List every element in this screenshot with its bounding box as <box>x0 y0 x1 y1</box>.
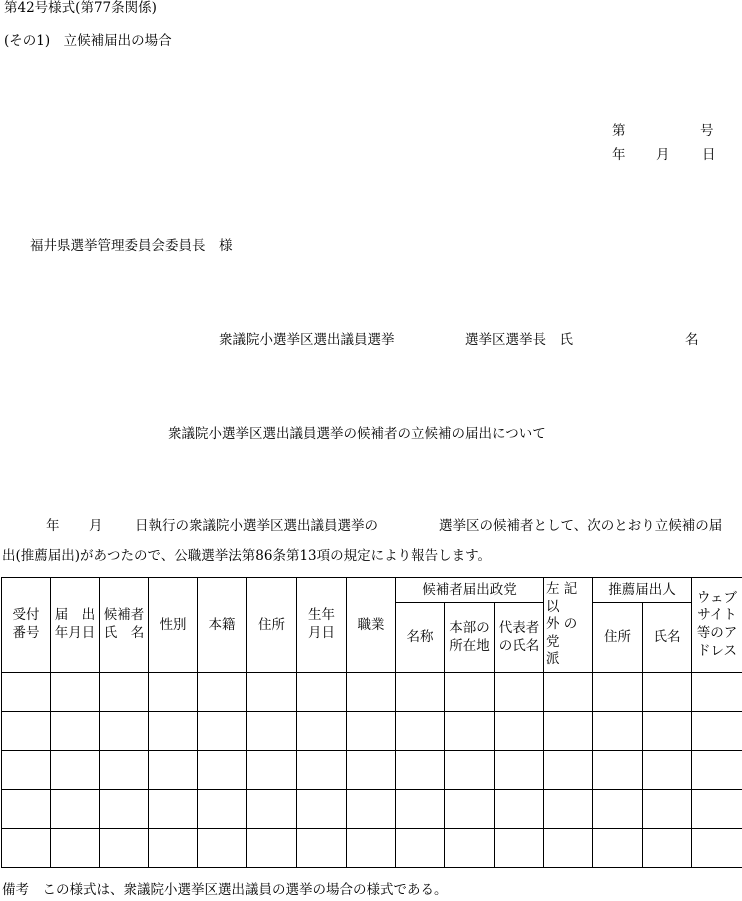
document-number-suffix: 号 <box>700 123 714 139</box>
table-cell[interactable] <box>445 712 495 751</box>
col-occupation: 職業 <box>347 578 396 673</box>
table-cell[interactable] <box>100 673 149 712</box>
table-cell[interactable] <box>445 673 495 712</box>
table-cell[interactable] <box>100 829 149 868</box>
table-row <box>2 790 742 829</box>
col-party-name: 名称 <box>396 603 445 673</box>
table-cell[interactable] <box>51 673 100 712</box>
table-cell[interactable] <box>198 751 247 790</box>
table-cell[interactable] <box>100 712 149 751</box>
table-cell[interactable] <box>396 673 445 712</box>
table-cell[interactable] <box>198 712 247 751</box>
table-cell[interactable] <box>643 712 692 751</box>
table-cell[interactable] <box>445 790 495 829</box>
table-cell[interactable] <box>297 829 347 868</box>
table-cell[interactable] <box>396 829 445 868</box>
table-row <box>2 673 742 712</box>
body-text-part1: 日執行の衆議院小選挙区選出議員選挙の <box>135 518 378 534</box>
date-year-label: 年 <box>612 147 626 163</box>
table-cell[interactable] <box>643 673 692 712</box>
table-cell[interactable] <box>347 829 396 868</box>
table-cell[interactable] <box>2 829 51 868</box>
table-cell[interactable] <box>51 751 100 790</box>
col-gender: 性別 <box>149 578 198 673</box>
table-cell[interactable] <box>297 790 347 829</box>
table-cell[interactable] <box>396 751 445 790</box>
table-cell[interactable] <box>2 673 51 712</box>
table-cell[interactable] <box>100 790 149 829</box>
table-cell[interactable] <box>445 751 495 790</box>
table-cell[interactable] <box>149 790 198 829</box>
table-cell[interactable] <box>51 790 100 829</box>
col-candidate-name: 候補者 氏 名 <box>100 578 149 673</box>
table-cell[interactable] <box>593 712 643 751</box>
table-cell[interactable] <box>495 790 544 829</box>
body-month-label: 月 <box>89 518 103 534</box>
table-cell[interactable] <box>643 751 692 790</box>
col-domicile: 本籍 <box>198 578 247 673</box>
table-cell[interactable] <box>692 712 742 751</box>
table-cell[interactable] <box>297 712 347 751</box>
date-month-label: 月 <box>656 147 670 163</box>
document-number-label: 第 <box>612 123 626 139</box>
col-party-hq: 本部の 所在地 <box>445 603 495 673</box>
table-cell[interactable] <box>247 673 297 712</box>
table-cell[interactable] <box>347 751 396 790</box>
table-row <box>2 712 742 751</box>
table-cell[interactable] <box>347 673 396 712</box>
form-number: 第42号様式(第77条関係) <box>4 0 157 16</box>
candidate-report-table <box>1 577 742 868</box>
table-cell[interactable] <box>692 829 742 868</box>
table-cell[interactable] <box>149 673 198 712</box>
table-cell[interactable] <box>544 790 593 829</box>
group-recommender: 推薦届出人 <box>593 578 692 603</box>
table-cell[interactable] <box>495 751 544 790</box>
table-row <box>2 829 742 868</box>
table-cell[interactable] <box>297 751 347 790</box>
col-website: ウェブ サイト 等のア ドレス <box>692 578 742 673</box>
table-cell[interactable] <box>2 751 51 790</box>
group-candidate-party: 候補者届出政党 <box>396 578 544 603</box>
col-birthdate: 生年 月日 <box>297 578 347 673</box>
table-cell[interactable] <box>643 829 692 868</box>
table-cell[interactable] <box>544 673 593 712</box>
table-cell[interactable] <box>198 790 247 829</box>
table-cell[interactable] <box>692 751 742 790</box>
sender-name-suffix: 名 <box>685 332 699 348</box>
table-cell[interactable] <box>643 790 692 829</box>
table-cell[interactable] <box>247 751 297 790</box>
col-address: 住所 <box>247 578 297 673</box>
addressee: 福井県選挙管理委員会委員長 様 <box>30 238 233 254</box>
table-cell[interactable] <box>692 673 742 712</box>
table-row <box>2 751 742 790</box>
form-subtitle: (その1) 立候補届出の場合 <box>4 33 172 49</box>
body-text-line2: 出(推薦届出)があつたので、公職選挙法第86条第13項の規定により報告します。 <box>2 548 492 564</box>
table-cell[interactable] <box>445 829 495 868</box>
col-other-party: 左 記 以 外 の 党 派 <box>544 578 593 673</box>
table-cell[interactable] <box>149 829 198 868</box>
table-cell[interactable] <box>51 829 100 868</box>
table-cell[interactable] <box>149 751 198 790</box>
col-recommender-name: 氏名 <box>643 603 692 673</box>
table-cell[interactable] <box>100 751 149 790</box>
table-cell[interactable] <box>198 829 247 868</box>
table-cell[interactable] <box>247 790 297 829</box>
table-cell[interactable] <box>51 712 100 751</box>
sender-election: 衆議院小選挙区選出議員選挙 <box>219 332 395 348</box>
table-cell[interactable] <box>544 829 593 868</box>
table-cell[interactable] <box>396 712 445 751</box>
document-subject: 衆議院小選挙区選出議員選挙の候補者の立候補の届出について <box>168 426 546 442</box>
body-year-label: 年 <box>46 518 60 534</box>
table-cell[interactable] <box>495 673 544 712</box>
col-reception-number: 受付 番号 <box>2 578 51 673</box>
table-cell[interactable] <box>692 790 742 829</box>
table-cell[interactable] <box>347 790 396 829</box>
table-cell[interactable] <box>593 673 643 712</box>
table-cell[interactable] <box>495 712 544 751</box>
table-cell[interactable] <box>2 712 51 751</box>
table-cell[interactable] <box>593 790 643 829</box>
col-recommender-address: 住所 <box>593 603 643 673</box>
table-cell[interactable] <box>247 712 297 751</box>
table-cell[interactable] <box>347 712 396 751</box>
table-cell[interactable] <box>149 712 198 751</box>
footnote: 備考 この様式は、衆議院小選挙区選出議員の選挙の場合の様式である。 <box>2 882 448 898</box>
table-cell[interactable] <box>544 751 593 790</box>
table-cell[interactable] <box>2 790 51 829</box>
table-cell[interactable] <box>198 673 247 712</box>
table-body <box>2 673 742 868</box>
sender-title: 選挙区選挙長 氏 <box>465 332 573 348</box>
table-cell[interactable] <box>247 829 297 868</box>
table-cell[interactable] <box>593 751 643 790</box>
body-text-part2: 選挙区の候補者として、次のとおり立候補の届 <box>439 518 723 534</box>
table-cell[interactable] <box>495 829 544 868</box>
col-party-representative: 代表者 の氏名 <box>495 603 544 673</box>
col-filing-date: 届 出 年月日 <box>51 578 100 673</box>
table-cell[interactable] <box>544 712 593 751</box>
table-cell[interactable] <box>396 790 445 829</box>
table-cell[interactable] <box>297 673 347 712</box>
date-day-label: 日 <box>702 147 716 163</box>
table-cell[interactable] <box>593 829 643 868</box>
